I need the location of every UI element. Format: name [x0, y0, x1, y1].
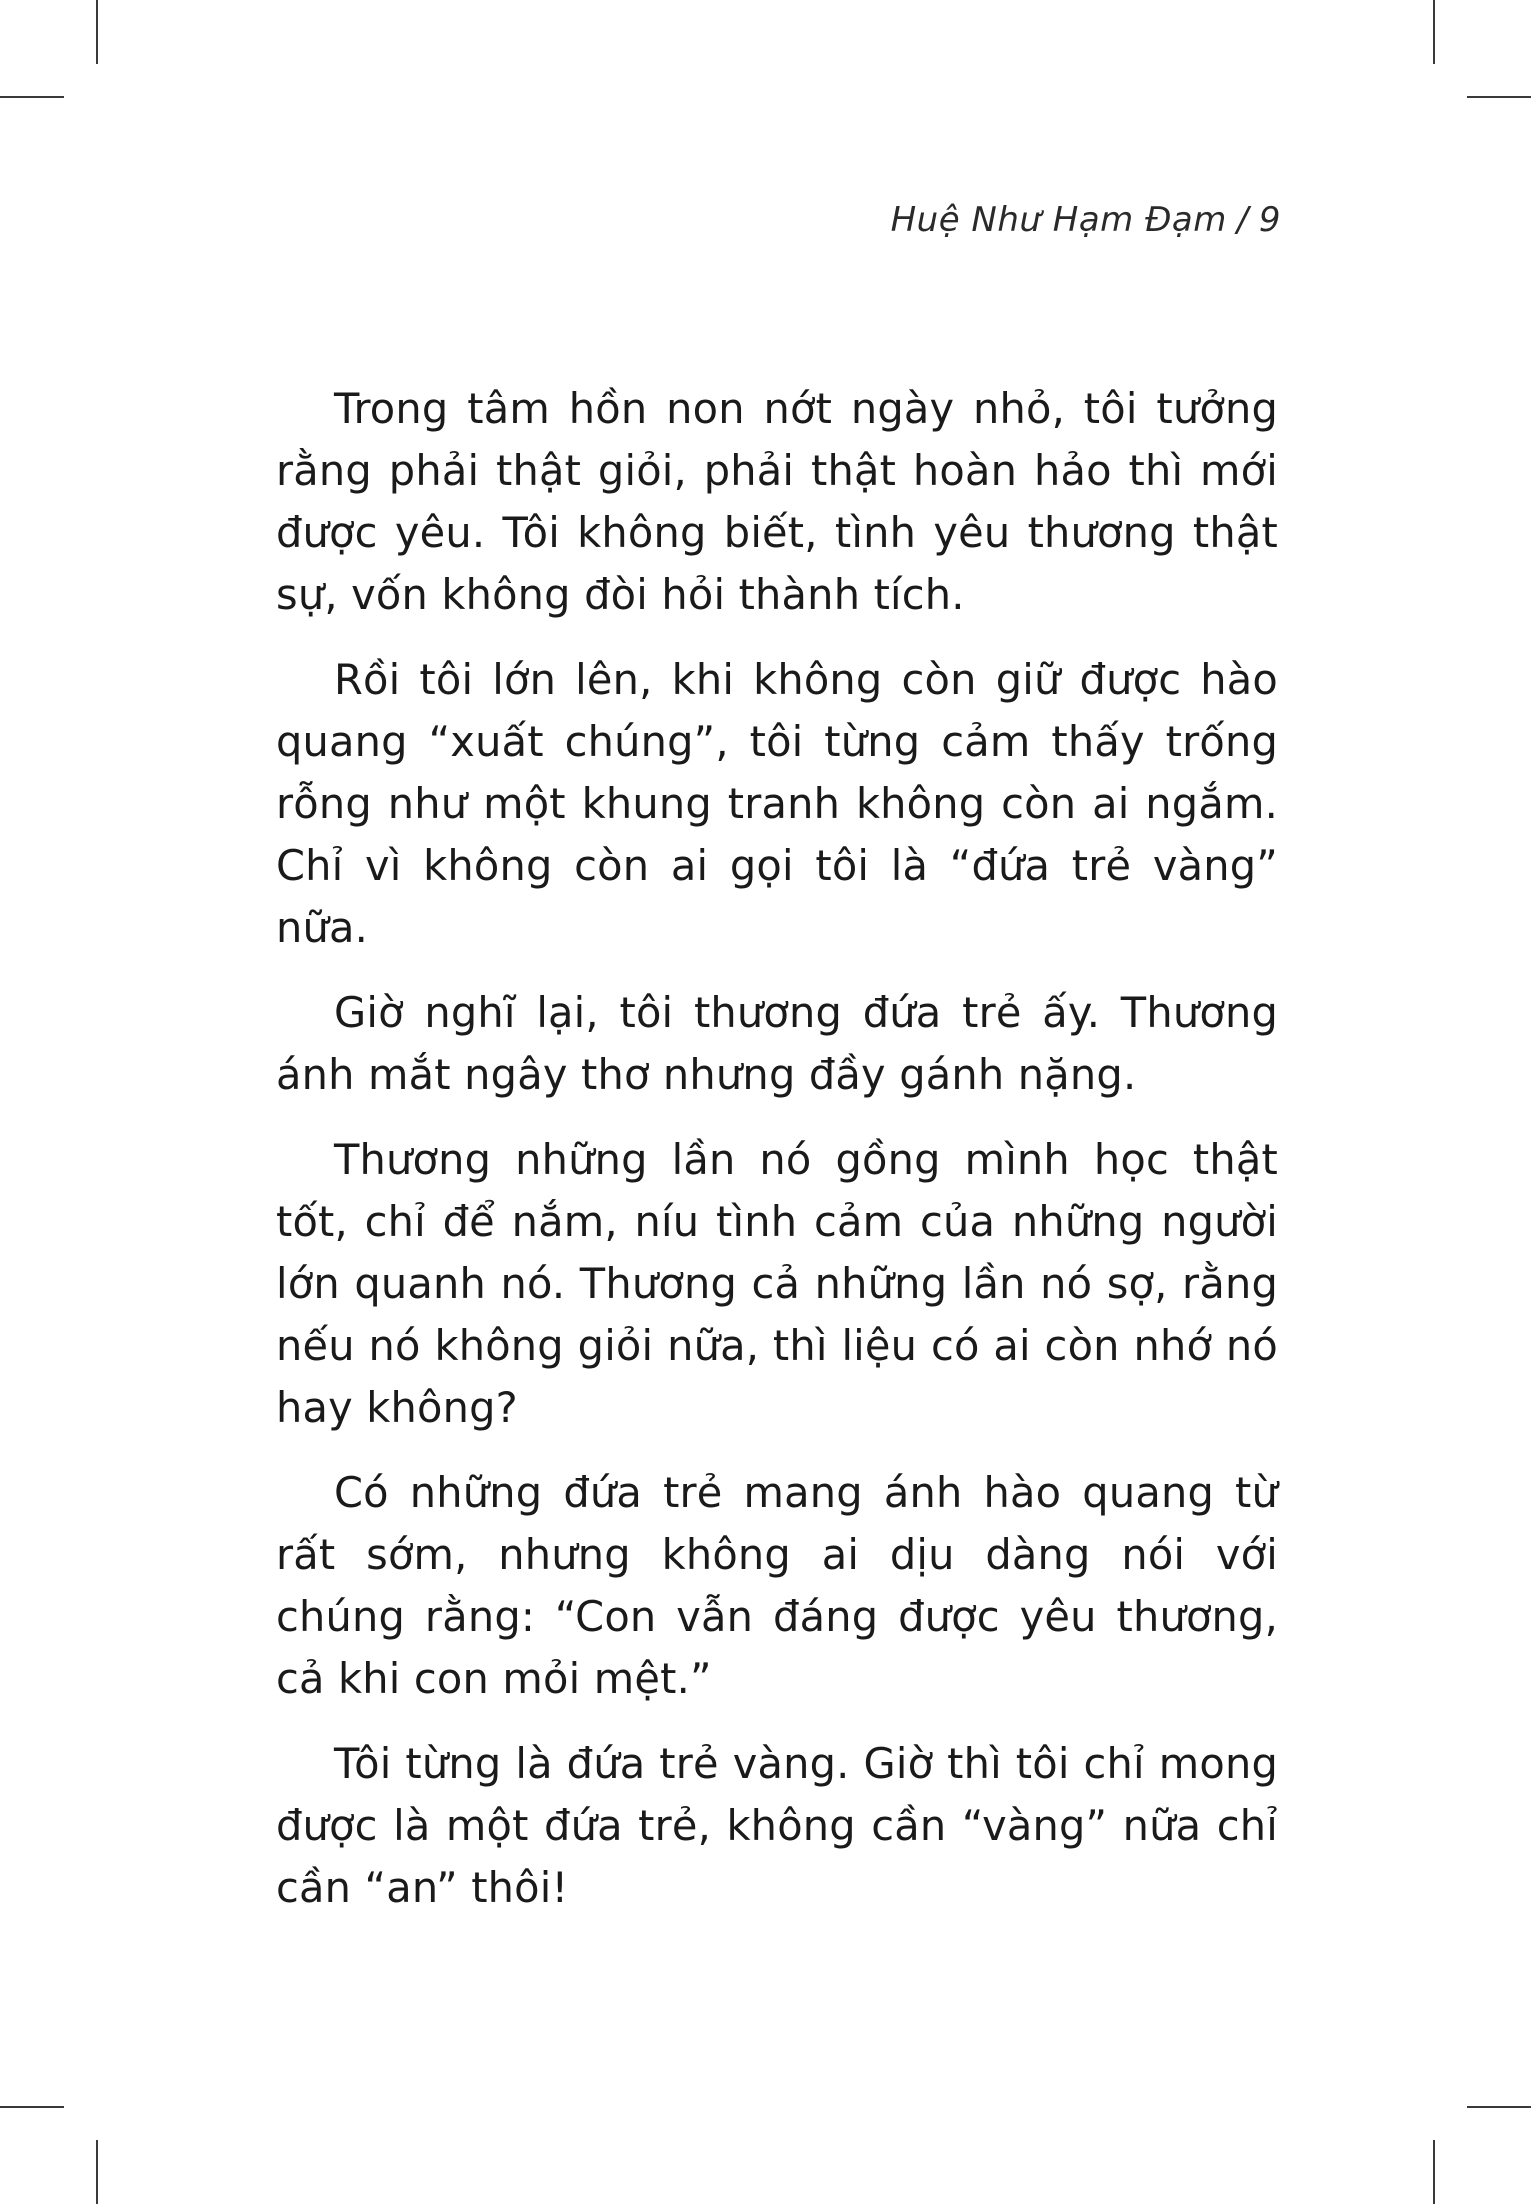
crop-mark-bottom-left-horizontal — [0, 2106, 64, 2108]
paragraph: Trong tâm hồn non nớt ngày nhỏ, tôi tưởng rằng phải thật giỏi, phải thật hoàn hảo thì mới được yêu. Tôi không biết, tình yêu thương thật sự, vốn không đòi hỏi thành tích. — [276, 384, 1278, 619]
crop-mark-bottom-left-vertical — [96, 2140, 98, 2204]
crop-mark-top-left-vertical — [96, 0, 98, 64]
paragraph: Rồi tôi lớn lên, khi không còn giữ được hào quang “xuất chúng”, tôi từng cảm thấy trống rỗng như một khung tranh không còn ai ngắm. Chỉ vì không còn ai gọi tôi là “đứa trẻ vàng” nữa. — [276, 655, 1278, 952]
crop-mark-bottom-right-horizontal — [1467, 2106, 1531, 2108]
body-text — [276, 378, 1278, 1942]
crop-mark-top-left-horizontal — [0, 96, 64, 98]
paragraph: Có những đứa trẻ mang ánh hào quang từ rất sớm, nhưng không ai dịu dàng nói với chúng rằng: “Con vẫn đáng được yêu thương, cả khi con mỏi mệt.” — [276, 1468, 1278, 1703]
paragraph: Tôi từng là đứa trẻ vàng. Giờ thì tôi chỉ mong được là một đứa trẻ, không cần “vàng” nữa chỉ cần “an” thôi! — [276, 1739, 1278, 1912]
crop-mark-top-right-vertical — [1433, 0, 1435, 64]
paragraph: Thương những lần nó gồng mình học thật tốt, chỉ để nắm, níu tình cảm của những người lớn quanh nó. Thương cả những lần nó sợ, rằng nếu nó không giỏi nữa, thì liệu có ai còn nhớ nó hay không? — [276, 1135, 1278, 1432]
running-title: Huệ Như Hạm Đạm — [890, 200, 1227, 240]
crop-mark-top-right-horizontal — [1467, 96, 1531, 98]
crop-mark-bottom-right-vertical — [1433, 2140, 1435, 2204]
paragraph: Giờ nghĩ lại, tôi thương đứa trẻ ấy. Thương ánh mắt ngây thơ nhưng đầy gánh nặng. — [276, 988, 1278, 1099]
page-number: 9 — [1258, 200, 1281, 240]
running-header — [891, 200, 1281, 240]
header-separator: / — [1236, 200, 1249, 240]
